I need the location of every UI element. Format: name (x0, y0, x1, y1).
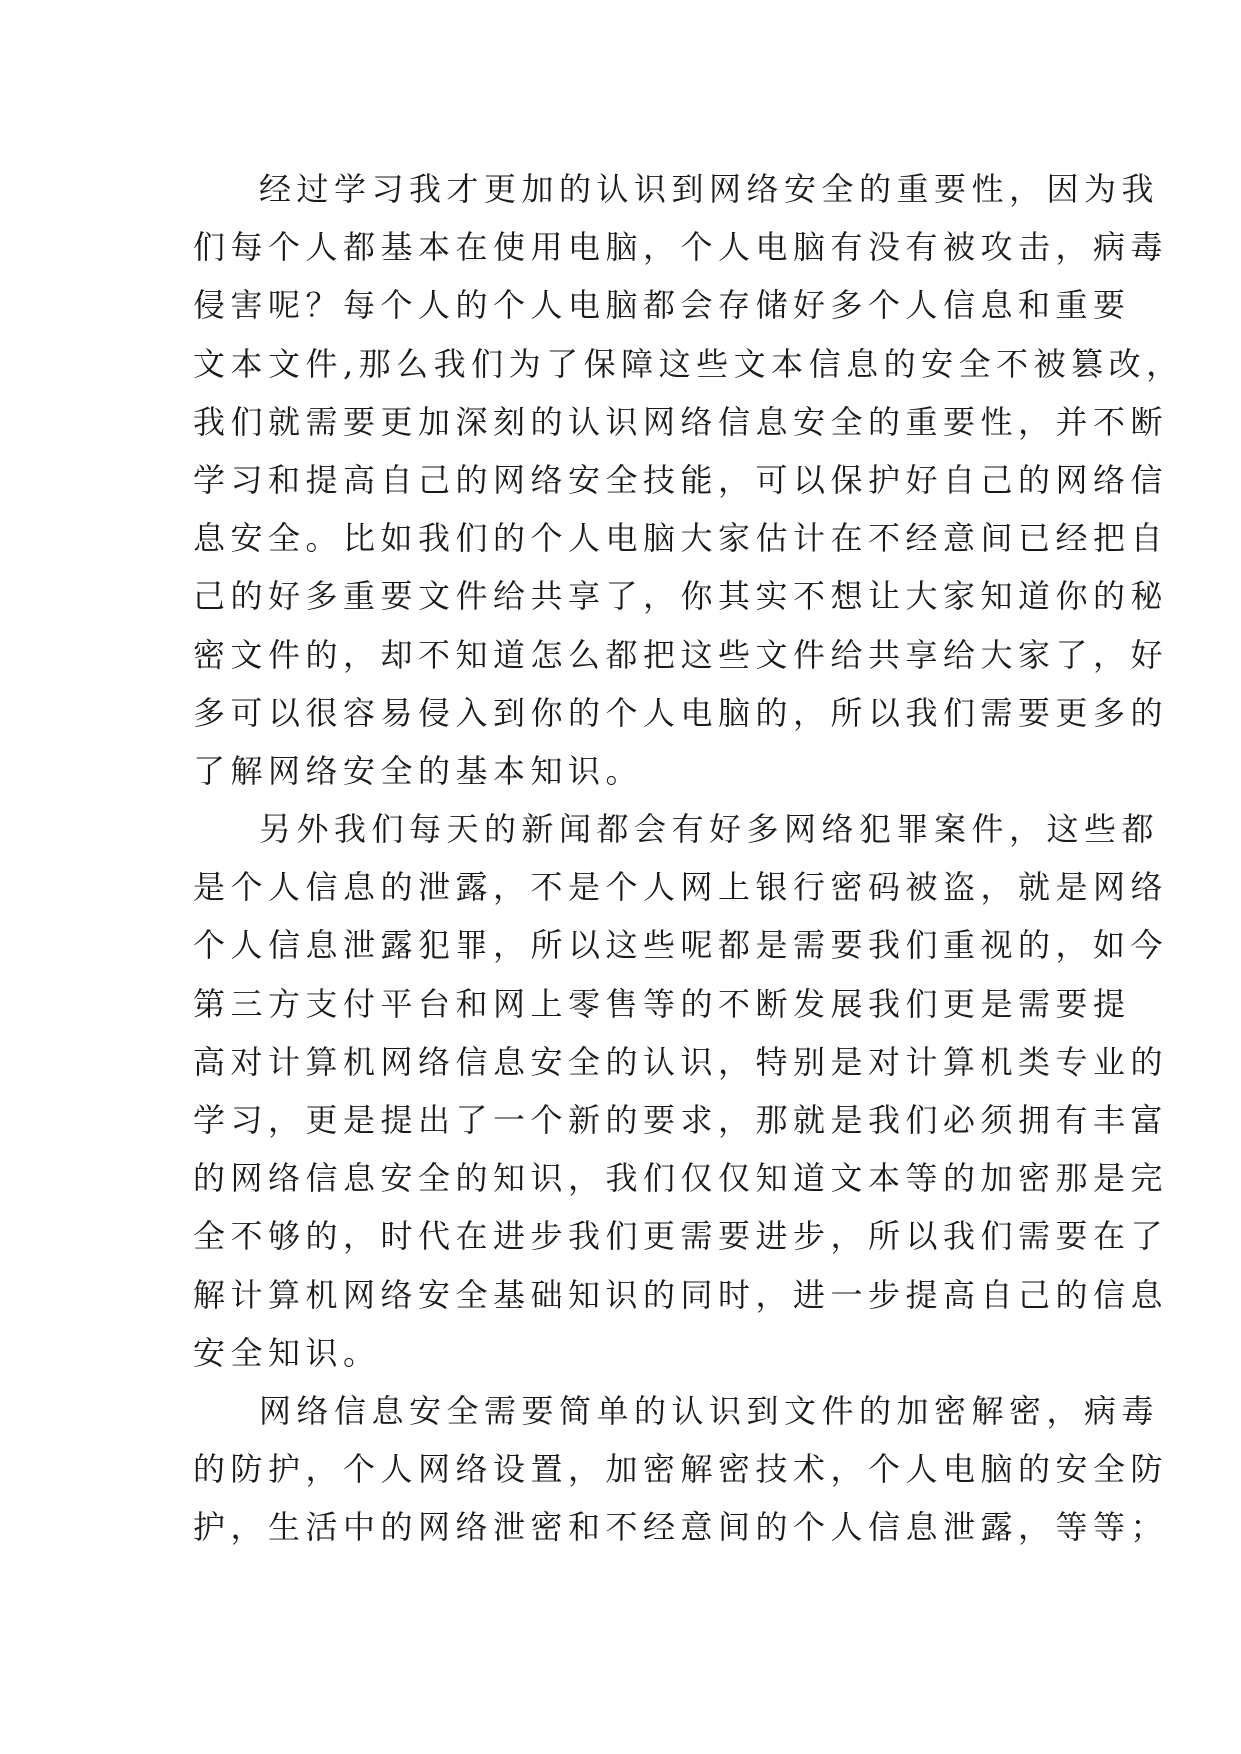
body-text (193, 160, 1184, 1557)
paragraph-1-line-7: 息安全。比如我们的个人电脑大家估计在不经意间已经把自 (193, 519, 1169, 558)
paragraph-1-line-11: 了解网络安全的基本知识。 (193, 751, 644, 790)
paragraph-2-line-6: 学习，更是提出了一个新的要求，那就是我们必须拥有丰富 (193, 1101, 1169, 1139)
paragraph-1-line-4: 文本文件,那么我们为了保障这些文本信息的安全不被篡改， (193, 344, 1184, 383)
paragraph-2-line-3: 个人信息泄露犯罪，所以这些呢都是需要我们重视的，如今 (193, 926, 1169, 965)
paragraph-1-line-10: 多可以很容易侵入到你的个人电脑的，所以我们需要更多的 (193, 693, 1169, 732)
paragraph-2-line-4: 第三方支付平台和网上零售等的不断发展我们更是需要提 (193, 984, 1131, 1023)
paragraph-2-line-2: 是个人信息的泄露，不是个人网上银行密码被盗，就是网络 (193, 868, 1169, 907)
paragraph-2-line-7: 的网络信息安全的知识，我们仅仅知道文本等的加密那是完 (193, 1159, 1169, 1198)
paragraph-1-line-5: 我们就需要更加深刻的认识网络信息安全的重要性，并不断 (193, 402, 1169, 441)
paragraph-1-line-6: 学习和提高自己的网络安全技能，可以保护好自己的网络信 (193, 460, 1169, 499)
paragraph-1-line-2: 们每个人都基本在使用电脑，个人电脑有没有被攻击，病毒 (193, 228, 1169, 267)
paragraph-1-line-1: 经过学习我才更加的认识到网络安全的重要性，因为我 (259, 170, 1160, 208)
paragraph-2-line-10: 安全知识。 (193, 1333, 381, 1372)
paragraph-2-line-5: 高对计算机网络信息安全的认识，特别是对计算机类专业的 (193, 1042, 1169, 1081)
paragraph-3-line-3: 护，生活中的网络泄密和不经意间的个人信息泄露，等等； (193, 1508, 1169, 1547)
paragraph-2-line-1: 另外我们每天的新闻都会有好多网络犯罪案件，这些都 (259, 810, 1160, 849)
paragraph-3-line-1: 网络信息安全需要简单的认识到文件的加密解密，病毒 (259, 1391, 1160, 1430)
paragraph-1-line-3: 侵害呢？每个人的个人电脑都会存储好多个人信息和重要 (193, 286, 1131, 325)
paragraph-1-line-8: 己的好多重要文件给共享了，你其实不想让大家知道你的秘 (193, 577, 1169, 616)
paragraph-1-line-9: 密文件的，却不知道怎么都把这些文件给共享给大家了，好 (193, 635, 1169, 674)
paragraph-2-line-9: 解计算机网络安全基础知识的同时，进一步提高自己的信息 (193, 1275, 1169, 1314)
paragraph-3-line-2: 的防护，个人网络设置，加密解密技术，个人电脑的安全防 (193, 1450, 1169, 1489)
paragraph-2-line-8: 全不够的，时代在进步我们更需要进步，所以我们需要在了 (193, 1217, 1169, 1256)
